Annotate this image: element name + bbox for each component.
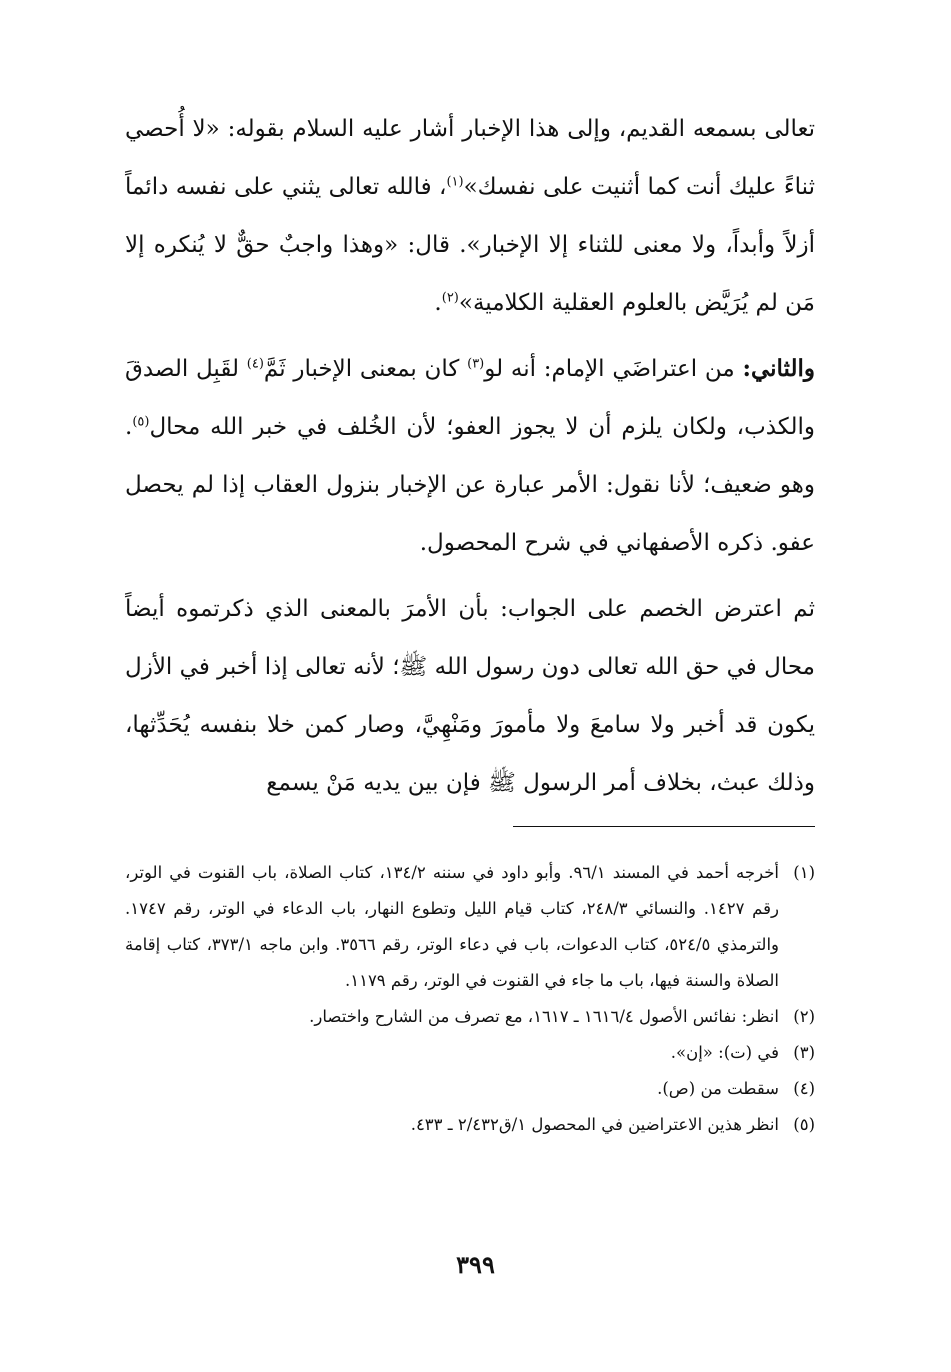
footnote-text: انظر هذين الاعتراضين في المحصول ١/ق٢/٤٣٢ ـ ٤٣٣. [410,1115,779,1134]
paragraph-3-text: ثم اعترض الخصم على الجواب: بأن الأمرَ بالمعنى الذي ذكرتموه أيضاً محال في حق الله تعالى دون رسول الله ﷺ؛ لأنه تعالى إذا أخبر في الأزل يكون قد أخبر ولا سامعَ ولا مأمورَ ومَنْهِيَّ، وصار كمن خلا بنفسه يُحَدِّثها، وذلك عبث، بخلاف أمر الرسول ﷺ فإن بين يديه مَنْ يسمع [125,596,815,796]
footnote-number: (٢) [793,1007,815,1026]
footnote-ref-1[interactable]: (١) [446,174,464,190]
paragraph-1-end: . [434,290,442,316]
paragraph-2-text: من اعتراضَي الإمام: أنه لو [484,356,743,382]
footnote-1 [125,855,815,999]
footnote-ref-3[interactable]: (٣) [467,356,485,372]
paragraph-1-text: تعالى بسمعه القديم، وإلى هذا الإخبار أشار عليه السلام بقوله: «لا أُحصي ثناءً عليك أنت كما أثنيت على نفسك» [125,116,815,200]
footnote-text: في (ت): «إن». [670,1043,779,1062]
paragraph-2-text-cont: كان بمعنى الإخبار ثَمَّ [263,356,468,382]
footnote-number: (١) [793,863,815,882]
footnote-separator [513,826,815,827]
footnote-ref-4[interactable]: (٤) [246,356,264,372]
footnote-number: (٤) [793,1079,815,1098]
paragraph-2-text-cont-3: . وهو ضعيف؛ لأنا نقول: الأمر عبارة عن الإخبار بنزول العقاب إذا لم يحصل عفو. ذكره الأصفهاني في شرح المحصول. [125,414,815,556]
paragraph-1 [125,100,815,332]
footnote-text: انظر: نفائس الأصول ١٦١٦/٤ ـ ١٦١٧، مع تصرف من الشارح واختصار. [309,1007,779,1026]
footnotes [125,855,815,1143]
footnote-number: (٥) [793,1115,815,1134]
footnote-text: أخرجه أحمد في المسند ٩٦/١. وأبو داود في سننه ١٣٤/٢، كتاب الصلاة، باب القنوت في الوتر، رقم ١٤٢٧. والنسائي ٢٤٨/٣، كتاب قيام الليل وتطوع النهار، باب الدعاء في الوتر، رقم ١٧٤٧. والترمذي ٥٢٤/٥، كتاب الدعوات، باب في دعاء الوتر، رقم ٣٥٦٦. وابن ماجه ٣٧٣/١، كتاب إقامة الصلاة والسنة فيها، باب ما جاء في القنوت في الوتر، رقم ١١٧٩. [125,863,780,990]
footnote-4 [125,1071,815,1107]
page-number: ٣٩٩ [456,1250,495,1279]
footnote-ref-2[interactable]: (٢) [441,290,459,306]
footnote-3 [125,1035,815,1071]
footnote-text: سقطت من (ص). [657,1079,779,1098]
paragraph-2 [125,340,815,572]
page-body [125,100,815,1143]
footnote-number: (٣) [793,1043,815,1062]
footnote-5 [125,1107,815,1143]
paragraph-1-text-cont: ، فالله تعالى يثني على نفسه دائماً أزلاً وأبداً، ولا معنى للثناء إلا الإخبار». قال: «وهذا واجبٌ حقٌّ لا يُنكره إلا مَن لم يُرَيَّض بالعلوم العقلية الكلامية» [125,174,815,316]
footnote-ref-5[interactable]: (٥) [132,414,150,430]
paragraph-2-text-cont-2: لقَبِل الصدقَ والكذب، ولكان يلزم أن لا يجوز العفو؛ لأن الخُلف في خبر الله محال [125,356,815,440]
footnote-2 [125,999,815,1035]
paragraph-2-lead: والثاني: [742,355,815,382]
paragraph-3 [125,580,815,812]
